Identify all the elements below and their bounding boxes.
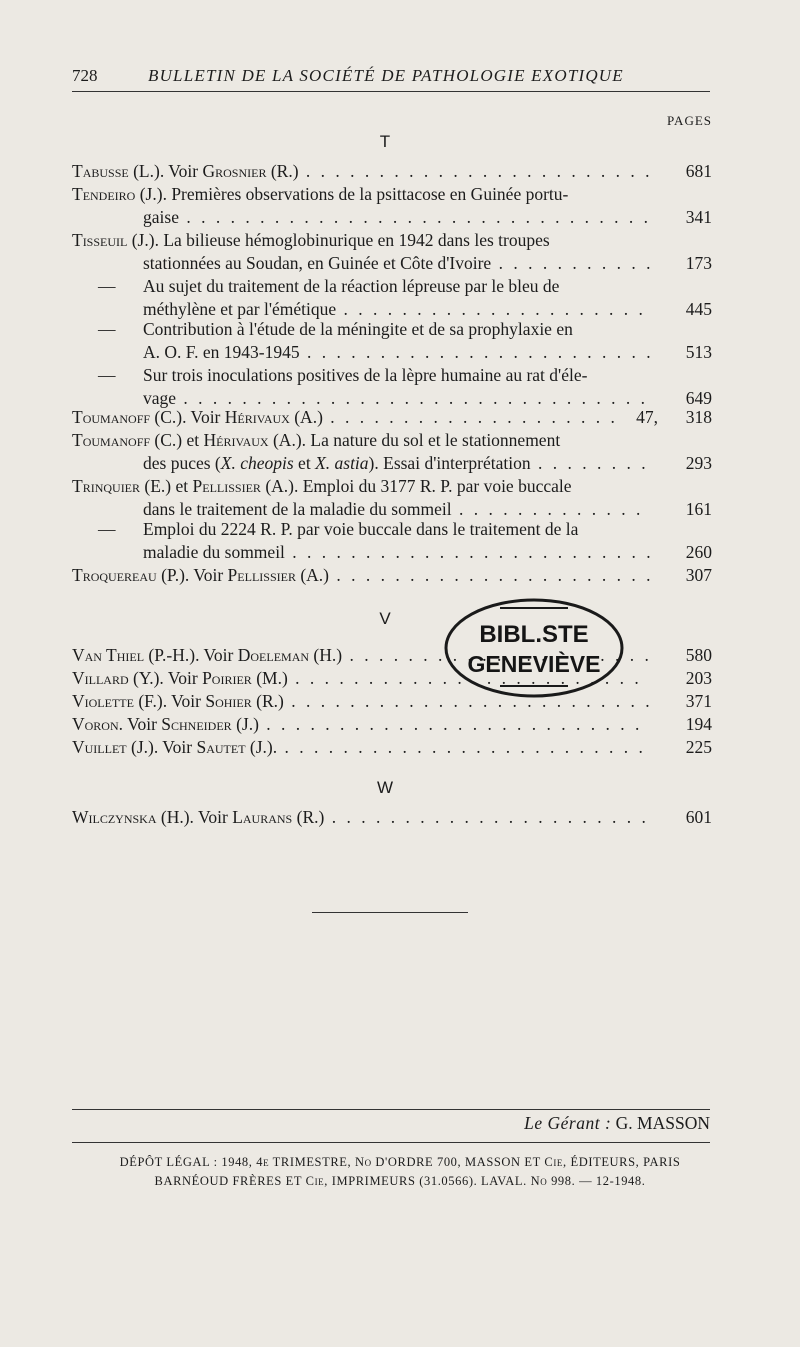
- entry-text: et: [182, 430, 204, 450]
- author-initial: (P.).: [161, 565, 190, 585]
- author-name: Vuillet: [72, 737, 127, 757]
- author-name: Tabusse: [72, 161, 129, 181]
- entry-line: Emploi du 2224 R. P. par voie buccale dans le traitement de la: [143, 519, 579, 539]
- entry-text: Voir: [158, 737, 197, 757]
- author-initial: (Y.).: [133, 668, 164, 688]
- entry-text: Voir: [123, 714, 162, 734]
- entry-line: [72, 229, 712, 252]
- page-ref: 161: [685, 499, 712, 519]
- ref-author: Grosnier: [202, 161, 267, 181]
- ref-author: Sautet: [196, 737, 246, 757]
- section-letter-t: T: [379, 132, 391, 151]
- page-ref: 513: [685, 342, 712, 362]
- author-initial: (P.-H.).: [148, 645, 200, 665]
- ref-initial: (A.): [295, 565, 329, 585]
- author-name: Troquereau: [72, 565, 157, 585]
- ditto-dash: —: [98, 519, 116, 539]
- author-name: Toumanoff: [72, 407, 151, 427]
- entry-continuation: méthylène et par l'émétique . . .: [143, 298, 650, 321]
- page-ref: 371: [685, 691, 712, 711]
- stamp-text-line1: BIBL.STE: [479, 621, 589, 648]
- entry-continuation: [143, 452, 650, 475]
- entry-continuation: stationnées au Soudan, en Guinée et Côte d'Ivoire . . .: [143, 252, 650, 275]
- author-initial: (L.).: [133, 161, 165, 181]
- ditto-dash: —: [98, 319, 116, 339]
- entry-continuation: dans le traitement de la maladie du sommeil . . .: [143, 498, 650, 521]
- author-name: Villard: [72, 668, 129, 688]
- footer-rule: [72, 1142, 710, 1143]
- entry-line: [72, 564, 650, 587]
- author-initial: (F.).: [138, 691, 168, 711]
- entry-line: [72, 736, 650, 759]
- entry-continuation: maladie du sommeil . . .: [143, 541, 650, 564]
- author-initial: (J.).: [131, 737, 159, 757]
- author-initial: (H.).: [160, 807, 194, 827]
- species-name: X. astia: [315, 453, 369, 473]
- page-ref: 173: [685, 253, 712, 273]
- author-initial: (C.).: [154, 407, 187, 427]
- author-name: Tendeiro: [72, 184, 136, 204]
- entry-text: Emploi du 3177 R. P. par voie buccale: [298, 476, 572, 496]
- page-ref: 293: [685, 453, 712, 473]
- author-name: Tisseuil: [72, 230, 128, 250]
- page-ref: 649: [685, 388, 712, 408]
- page-ref: 601: [685, 807, 712, 827]
- pages-column-label: PAGES: [667, 113, 712, 128]
- entry-text: Voir: [199, 645, 238, 665]
- ref-initial: (A.).: [268, 430, 307, 450]
- end-rule: [312, 912, 468, 913]
- stamp-text-line2: GENEVIÈVE: [467, 651, 601, 677]
- species-name: X. cheopis: [220, 453, 294, 473]
- entry-text: Voir: [163, 668, 203, 688]
- page-ref: 260: [685, 542, 712, 562]
- section-letter-w: W: [376, 778, 394, 797]
- ref-author: Hérivaux: [203, 430, 269, 450]
- page-number: 728: [72, 66, 98, 85]
- ref-author: Sohier: [205, 691, 252, 711]
- entry-line: Au sujet du traitement de la réaction lépreuse par le bleu de: [143, 276, 560, 296]
- ref-initial: (A.): [289, 407, 323, 427]
- cont-text: et: [293, 453, 316, 473]
- entry-line: [72, 183, 712, 206]
- library-stamp: [440, 590, 628, 702]
- ref-author: Schneider: [161, 714, 232, 734]
- ditto-dash: —: [98, 276, 116, 296]
- footer-rule: [72, 1109, 710, 1110]
- cont-text: ). Essai d'interprétation: [368, 453, 531, 473]
- ref-initial: (J.): [231, 714, 259, 734]
- page-ref: 341: [685, 207, 712, 227]
- header-rule: [72, 91, 710, 92]
- entry-line: [72, 160, 650, 183]
- imprint-line: DÉPÔT LÉGAL : 1948, 4e TRIMESTRE, No D'ORDRE 700, MASSON ET Cie, ÉDITEURS, PARIS: [119, 1155, 681, 1169]
- author-name: Violette: [72, 691, 134, 711]
- author-initial: (J.).: [131, 230, 159, 250]
- ref-initial: (J.).: [245, 737, 278, 757]
- ditto-dash: —: [98, 365, 116, 385]
- author-name: Wilczynska: [72, 807, 157, 827]
- entry-text: Voir: [167, 691, 206, 711]
- gerant-name: G. MASSON: [615, 1113, 710, 1133]
- ref-author: Poirier: [202, 668, 252, 688]
- ref-author: Hérivaux: [224, 407, 290, 427]
- cont-text: des puces (: [143, 453, 221, 473]
- entry-line: [72, 806, 650, 829]
- ref-initial: (R.): [292, 807, 325, 827]
- journal-title: BULLETIN DE LA SOCIÉTÉ DE PATHOLOGIE EXOTIQUE: [148, 66, 624, 85]
- entry-line: Contribution à l'étude de la méningite et de sa prophylaxie en: [143, 319, 573, 339]
- entry-text: Voir: [164, 161, 203, 181]
- page-ref: 225: [685, 737, 712, 757]
- entry-text: La bilieuse hémoglobinurique en 1942 dans les troupes: [158, 230, 550, 250]
- author-initial: (E.): [144, 476, 172, 496]
- running-header: [72, 64, 710, 88]
- entry-text: Voir: [186, 407, 225, 427]
- entry-text: Voir: [189, 565, 228, 585]
- entry-line: [72, 429, 712, 452]
- gerant-line: [524, 1113, 710, 1134]
- ref-initial: (M.): [251, 668, 288, 688]
- author-initial: (J.).: [139, 184, 167, 204]
- entry-line: [72, 406, 614, 429]
- entry-text: Premières observations de la psittacose en Guinée portu-: [166, 184, 569, 204]
- entry-continuation: gaise . . .: [143, 206, 650, 229]
- ref-initial: (H.): [309, 645, 343, 665]
- author-name: Trinquier: [72, 476, 141, 496]
- entry-line: [72, 475, 712, 498]
- author-name: Voron.: [72, 714, 124, 734]
- page-ref: 580: [685, 645, 712, 665]
- ref-author: Laurans: [232, 807, 293, 827]
- author-name: Van Thiel: [72, 645, 145, 665]
- entry-continuation: vage . . .: [143, 387, 650, 410]
- gerant-label: Le Gérant :: [524, 1113, 612, 1133]
- page-ref: 307: [685, 565, 712, 585]
- ref-author: Pellissier: [227, 565, 296, 585]
- ref-initial: (A.).: [260, 476, 299, 496]
- page-ref-first: 47,: [636, 407, 658, 427]
- page-ref: 194: [685, 714, 712, 734]
- entry-line: Sur trois inoculations positives de la lèpre humaine au rat d'éle-: [143, 365, 588, 385]
- section-letter-v: V: [379, 609, 391, 628]
- ref-author: Pellissier: [192, 476, 261, 496]
- page-ref: 681: [685, 161, 712, 181]
- page-ref: 445: [685, 299, 712, 319]
- ref-author: Doeleman: [237, 645, 310, 665]
- entry-text: Voir: [193, 807, 233, 827]
- page-ref: 318: [685, 407, 712, 427]
- author-name: Toumanoff: [72, 430, 151, 450]
- entry-continuation: A. O. F. en 1943-1945 . . .: [143, 341, 650, 364]
- ref-initial: (R.): [266, 161, 299, 181]
- imprint-line: BARNÉOUD FRÈRES ET Cie, IMPRIMEURS (31.0566). LAVAL. No 998. — 12-1948.: [154, 1174, 646, 1188]
- author-initial: (C.): [154, 430, 183, 450]
- ref-initial: (R.): [251, 691, 284, 711]
- entry-text: et: [171, 476, 193, 496]
- page-ref: 203: [685, 668, 712, 688]
- entry-line: [72, 713, 650, 736]
- entry-text: La nature du sol et le stationnement: [306, 430, 561, 450]
